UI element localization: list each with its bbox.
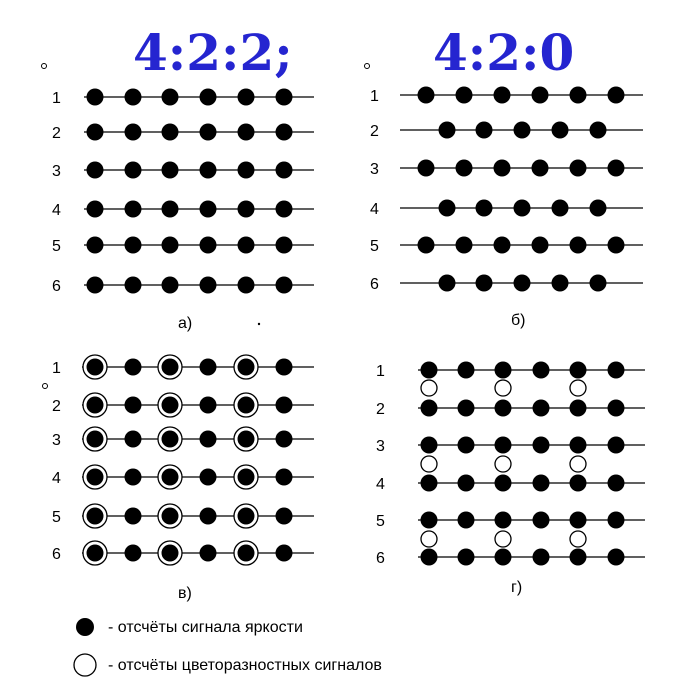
luma-sample-dot — [495, 400, 512, 417]
luma-sample-dot — [162, 508, 179, 525]
legend-chroma-text: - отсчёты цветоразностных сигналов — [108, 657, 382, 674]
luma-sample-dot — [238, 124, 255, 141]
luma-sample-dot — [533, 362, 550, 379]
luma-sample-dot — [439, 122, 456, 139]
luma-sample-dot — [276, 545, 293, 562]
row-label-1: 1 — [52, 360, 61, 377]
luma-sample-dot — [570, 549, 587, 566]
luma-sample-dot — [421, 475, 438, 492]
luma-sample-dot — [476, 200, 493, 217]
luma-sample-dot — [552, 122, 569, 139]
luma-sample-dot — [238, 89, 255, 106]
luma-sample-dot — [87, 469, 104, 486]
row-label-5: 5 — [52, 509, 61, 526]
luma-sample-dot — [162, 545, 179, 562]
luma-sample-dot — [125, 89, 142, 106]
luma-sample-dot — [276, 162, 293, 179]
luma-sample-dot — [439, 275, 456, 292]
legend-luma-dot-icon — [76, 618, 94, 636]
luma-sample-dot — [495, 362, 512, 379]
luma-sample-dot — [162, 237, 179, 254]
luma-sample-dot — [276, 508, 293, 525]
luma-sample-dot — [439, 200, 456, 217]
luma-sample-dot — [570, 160, 587, 177]
luma-sample-dot — [200, 508, 217, 525]
luma-sample-dot — [238, 508, 255, 525]
row-label-2: 2 — [370, 123, 379, 140]
chroma-sample-ring — [495, 531, 511, 547]
luma-sample-dot — [162, 124, 179, 141]
luma-sample-dot — [418, 237, 435, 254]
row-label-2: 2 — [52, 398, 61, 415]
luma-sample-dot — [456, 160, 473, 177]
panel-a-422-luma — [52, 89, 314, 296]
luma-sample-dot — [494, 160, 511, 177]
luma-sample-dot — [421, 512, 438, 529]
luma-sample-dot — [495, 512, 512, 529]
luma-sample-dot — [458, 437, 475, 454]
luma-sample-dot — [276, 469, 293, 486]
luma-sample-dot — [608, 437, 625, 454]
luma-sample-dot — [162, 431, 179, 448]
luma-sample-dot — [608, 512, 625, 529]
luma-sample-dot — [125, 359, 142, 376]
luma-sample-dot — [162, 397, 179, 414]
luma-sample-dot — [162, 277, 179, 294]
luma-sample-dot — [476, 275, 493, 292]
luma-sample-dot — [87, 397, 104, 414]
row-label-4: 4 — [52, 470, 61, 487]
luma-sample-dot — [570, 87, 587, 104]
luma-sample-dot — [494, 237, 511, 254]
luma-sample-dot — [458, 475, 475, 492]
row-label-5: 5 — [52, 238, 61, 255]
luma-sample-dot — [87, 237, 104, 254]
luma-sample-dot — [608, 400, 625, 417]
luma-sample-dot — [421, 549, 438, 566]
luma-sample-dot — [276, 237, 293, 254]
luma-sample-dot — [514, 200, 531, 217]
luma-sample-dot — [87, 545, 104, 562]
luma-sample-dot — [458, 512, 475, 529]
caption-a: а) — [178, 315, 193, 332]
luma-sample-dot — [162, 359, 179, 376]
luma-sample-dot — [125, 397, 142, 414]
luma-sample-dot — [421, 437, 438, 454]
luma-sample-dot — [570, 400, 587, 417]
luma-sample-dot — [162, 89, 179, 106]
luma-sample-dot — [87, 359, 104, 376]
row-label-1: 1 — [376, 363, 385, 380]
row-label-2: 2 — [376, 401, 385, 418]
luma-sample-dot — [494, 87, 511, 104]
chroma-sample-ring — [421, 531, 437, 547]
row-label-3: 3 — [52, 432, 61, 449]
luma-sample-dot — [570, 437, 587, 454]
row-label-6: 6 — [52, 278, 61, 295]
luma-sample-dot — [590, 275, 607, 292]
luma-sample-dot — [418, 87, 435, 104]
luma-sample-dot — [238, 359, 255, 376]
row-label-5: 5 — [376, 513, 385, 530]
luma-sample-dot — [608, 237, 625, 254]
chroma-sample-ring — [421, 456, 437, 472]
luma-sample-dot — [238, 162, 255, 179]
luma-sample-dot — [125, 124, 142, 141]
luma-sample-dot — [200, 277, 217, 294]
luma-sample-dot — [200, 359, 217, 376]
luma-sample-dot — [87, 201, 104, 218]
row-label-4: 4 — [52, 202, 61, 219]
luma-sample-dot — [200, 431, 217, 448]
luma-sample-dot — [608, 549, 625, 566]
stray-mark — [365, 64, 370, 69]
luma-sample-dot — [238, 277, 255, 294]
luma-sample-dot — [608, 475, 625, 492]
row-label-5: 5 — [370, 238, 379, 255]
luma-sample-dot — [200, 397, 217, 414]
luma-sample-dot — [590, 122, 607, 139]
luma-sample-dot — [532, 160, 549, 177]
luma-sample-dot — [533, 512, 550, 529]
panel-g-420-luma-chroma — [376, 362, 645, 568]
luma-sample-dot — [238, 397, 255, 414]
luma-sample-dot — [608, 362, 625, 379]
luma-sample-dot — [238, 237, 255, 254]
luma-sample-dot — [87, 124, 104, 141]
row-label-3: 3 — [376, 438, 385, 455]
luma-sample-dot — [200, 124, 217, 141]
luma-sample-dot — [418, 160, 435, 177]
luma-sample-dot — [552, 275, 569, 292]
luma-sample-dot — [590, 200, 607, 217]
stray-mark — [43, 384, 48, 389]
caption-g: г) — [511, 579, 523, 596]
luma-sample-dot — [162, 469, 179, 486]
luma-sample-dot — [458, 362, 475, 379]
caption-b: б) — [511, 312, 526, 329]
luma-sample-dot — [570, 237, 587, 254]
panel-v-422-luma-chroma — [52, 355, 314, 565]
luma-sample-dot — [200, 201, 217, 218]
luma-sample-dot — [514, 275, 531, 292]
luma-sample-dot — [125, 237, 142, 254]
luma-sample-dot — [276, 201, 293, 218]
luma-sample-dot — [276, 124, 293, 141]
luma-sample-dot — [125, 201, 142, 218]
luma-sample-dot — [532, 237, 549, 254]
panel-b-420-luma — [370, 87, 643, 294]
luma-sample-dot — [238, 469, 255, 486]
luma-sample-dot — [125, 162, 142, 179]
luma-sample-dot — [200, 89, 217, 106]
luma-sample-dot — [421, 400, 438, 417]
luma-sample-dot — [514, 122, 531, 139]
row-label-2: 2 — [52, 125, 61, 142]
luma-sample-dot — [421, 362, 438, 379]
luma-sample-dot — [200, 237, 217, 254]
row-label-6: 6 — [370, 276, 379, 293]
luma-sample-dot — [200, 469, 217, 486]
luma-sample-dot — [162, 162, 179, 179]
luma-sample-dot — [125, 431, 142, 448]
legend-chroma-ring-icon — [74, 654, 96, 676]
luma-sample-dot — [276, 89, 293, 106]
luma-sample-dot — [458, 400, 475, 417]
luma-sample-dot — [125, 277, 142, 294]
row-label-4: 4 — [370, 201, 379, 218]
luma-sample-dot — [570, 362, 587, 379]
title-420: 4:2:0 — [433, 23, 575, 82]
chroma-sample-ring — [421, 380, 437, 396]
chroma-sample-ring — [570, 531, 586, 547]
luma-sample-dot — [533, 475, 550, 492]
luma-sample-dot — [200, 545, 217, 562]
luma-sample-dot — [456, 237, 473, 254]
luma-sample-dot — [533, 549, 550, 566]
luma-sample-dot — [476, 122, 493, 139]
luma-sample-dot — [87, 89, 104, 106]
stray-mark — [42, 64, 47, 69]
row-label-4: 4 — [376, 476, 385, 493]
luma-sample-dot — [533, 400, 550, 417]
chroma-sample-ring — [495, 456, 511, 472]
luma-sample-dot — [87, 162, 104, 179]
row-label-3: 3 — [52, 163, 61, 180]
luma-sample-dot — [532, 87, 549, 104]
luma-sample-dot — [456, 87, 473, 104]
luma-sample-dot — [125, 508, 142, 525]
luma-sample-dot — [276, 431, 293, 448]
chroma-sample-ring — [495, 380, 511, 396]
luma-sample-dot — [533, 437, 550, 454]
chroma-sample-ring — [570, 456, 586, 472]
row-label-1: 1 — [52, 90, 61, 107]
luma-sample-dot — [276, 397, 293, 414]
row-label-6: 6 — [52, 546, 61, 563]
luma-sample-dot — [495, 437, 512, 454]
luma-sample-dot — [200, 162, 217, 179]
luma-sample-dot — [608, 160, 625, 177]
luma-sample-dot — [87, 277, 104, 294]
row-label-6: 6 — [376, 550, 385, 567]
luma-sample-dot — [87, 508, 104, 525]
luma-sample-dot — [125, 469, 142, 486]
luma-sample-dot — [495, 549, 512, 566]
row-label-1: 1 — [370, 88, 379, 105]
row-label-3: 3 — [370, 161, 379, 178]
stray-mark — [258, 323, 260, 325]
legend-luma-text: - отсчёты сигнала яркости — [108, 619, 303, 636]
luma-sample-dot — [570, 475, 587, 492]
luma-sample-dot — [570, 512, 587, 529]
chroma-sample-ring — [570, 380, 586, 396]
luma-sample-dot — [125, 545, 142, 562]
luma-sample-dot — [495, 475, 512, 492]
luma-sample-dot — [276, 359, 293, 376]
luma-sample-dot — [458, 549, 475, 566]
luma-sample-dot — [238, 201, 255, 218]
luma-sample-dot — [608, 87, 625, 104]
luma-sample-dot — [552, 200, 569, 217]
luma-sample-dot — [87, 431, 104, 448]
luma-sample-dot — [276, 277, 293, 294]
caption-v: в) — [178, 585, 192, 602]
luma-sample-dot — [238, 431, 255, 448]
luma-sample-dot — [162, 201, 179, 218]
title-422: 4:2:2; — [133, 23, 293, 82]
luma-sample-dot — [238, 545, 255, 562]
